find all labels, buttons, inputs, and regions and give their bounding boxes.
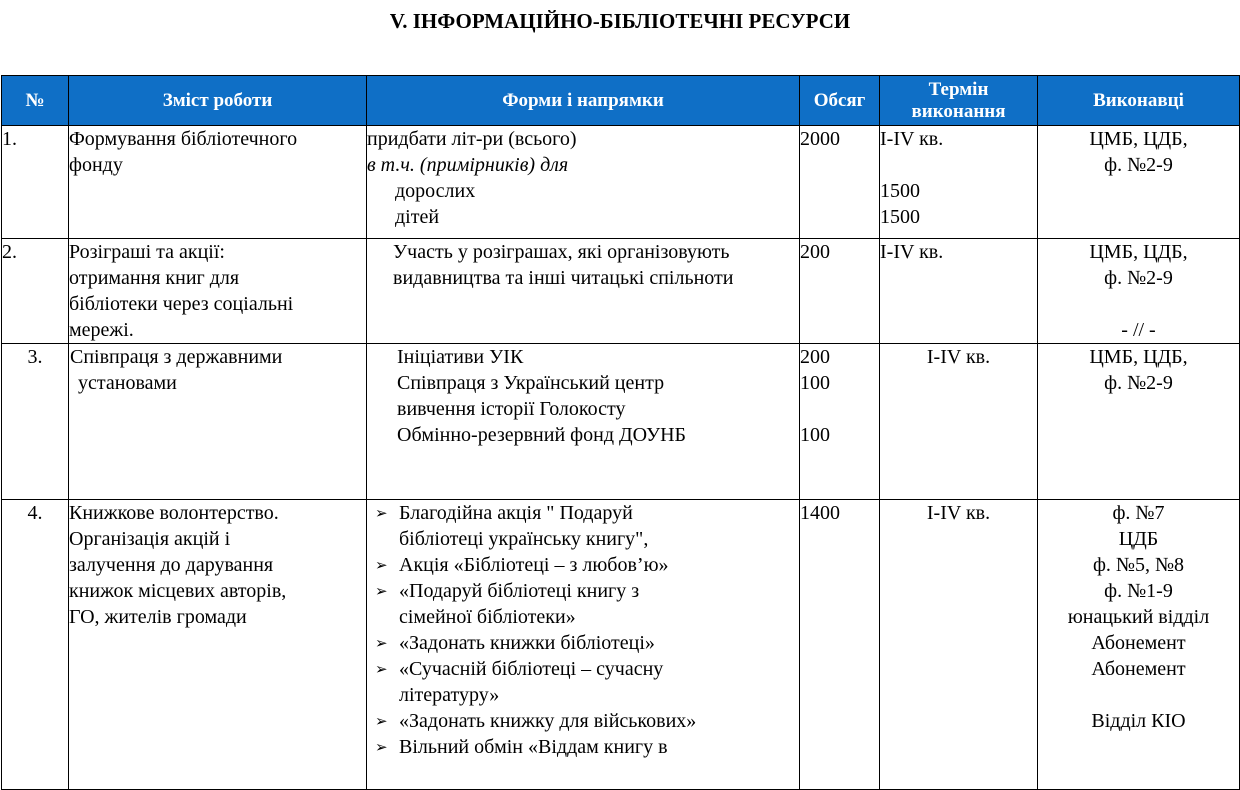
list-item-line: літературу» [399, 684, 500, 706]
list-item-line: Акція «Бібліотеці – з любов’ю» [399, 554, 669, 576]
forms-line: Участь у розіграшах, які організовують [393, 241, 730, 263]
forms-line: Обмінно-резервний фонд ДОУНБ [397, 424, 687, 446]
content-line: Організація акцій і [69, 528, 231, 550]
header-term-line2: виконання [911, 100, 1006, 122]
header-executors: Виконавці [1038, 76, 1240, 126]
row-volume [800, 239, 880, 344]
row-executors [1038, 344, 1240, 500]
executor-line: ф. №1-9 [1104, 580, 1173, 602]
row-number: 4. [2, 500, 69, 790]
forms-line: дітей [395, 206, 440, 228]
term-value: I-IV кв. [926, 502, 991, 524]
header-volume: Обсяг [800, 76, 880, 126]
resources-table [1, 75, 1240, 790]
term-value: 1500 [880, 180, 920, 202]
arrow-bullet-icon: ➢ [375, 660, 388, 678]
row-executors [1038, 500, 1240, 790]
arrow-bullet-icon: ➢ [375, 738, 388, 756]
content-line: отримання книг для [69, 267, 240, 289]
executor-line: ЦМБ, ЦДБ, [1089, 241, 1188, 263]
arrow-bullet-icon: ➢ [375, 582, 388, 600]
term-value: I-IV кв. [926, 346, 991, 368]
arrow-bullet-icon: ➢ [375, 556, 388, 574]
row-volume [800, 126, 880, 239]
list-item [375, 630, 799, 656]
content-line: залучення до дарування [69, 554, 274, 576]
content-line: Розіграші та акції: [69, 241, 225, 263]
content-line: установами [78, 372, 177, 394]
volume-value: 100 [800, 424, 830, 446]
volume-value: 100 [800, 372, 830, 394]
content-line: Книжкове волонтерство. [69, 502, 279, 524]
list-item-line: «Подаруй бібліотеці книгу з [399, 580, 640, 602]
forms-line: дорослих [395, 180, 476, 202]
row-term [880, 239, 1038, 344]
row-forms [367, 239, 800, 344]
arrow-bullet-icon: ➢ [375, 712, 388, 730]
list-item [375, 734, 799, 760]
term-value: I-IV кв. [880, 241, 944, 263]
list-item-line: сімейної бібліотеки» [399, 606, 576, 628]
forms-line: вивчення історії Голокосту [397, 398, 626, 420]
content-line: ГО, жителів громади [69, 606, 247, 628]
volume-value: 1400 [800, 502, 840, 524]
volume-value: 200 [800, 346, 830, 368]
list-item [375, 656, 799, 708]
row-forms [367, 344, 800, 500]
executor-line: ЦМБ, ЦДБ, [1089, 346, 1188, 368]
row-volume [800, 344, 880, 500]
forms-line: придбати літ-ри (всього) [367, 128, 577, 150]
executor-line: ф. №7 [1112, 502, 1165, 524]
table-row [2, 344, 1240, 500]
row-number: 1. [2, 126, 69, 239]
volume-value: 200 [800, 241, 830, 263]
list-item [375, 708, 799, 734]
header-term-line1: Термін [928, 78, 989, 100]
content-line: книжок місцевих авторів, [69, 580, 287, 602]
forms-line: Ініціативи УІК [397, 346, 524, 368]
content-line: мережі. [69, 319, 134, 341]
executor-line: Абонемент [1091, 632, 1186, 654]
row-forms [367, 500, 800, 790]
content-line: фонду [69, 154, 123, 176]
row-number: 2. [2, 239, 69, 344]
executor-line: ЦМБ, ЦДБ, [1089, 128, 1188, 150]
volume-value: 2000 [800, 128, 840, 150]
row-term [880, 344, 1038, 500]
list-item-line: Вільний обмін «Віддам книгу в [399, 736, 668, 758]
executor-line: ф. №2-9 [1104, 154, 1173, 176]
forms-line: в т.ч. (примірників) для [367, 154, 569, 176]
list-item [375, 552, 799, 578]
executor-line: ф. №2-9 [1104, 372, 1173, 394]
executor-line: ф. №2-9 [1104, 267, 1173, 289]
header-num: № [2, 76, 69, 126]
row-content [69, 126, 367, 239]
list-item-line: «Задонать книжку для військових» [399, 710, 697, 732]
content-line: бібліотеки через соціальні [69, 293, 294, 315]
list-item-line: бібліотеці українську книгу", [399, 528, 649, 550]
executor-line: ф. №5, №8 [1092, 554, 1185, 576]
arrow-bullet-icon: ➢ [375, 504, 388, 522]
content-line: Співпраця з державними [70, 346, 283, 368]
row-content [69, 344, 367, 500]
row-term [880, 126, 1038, 239]
row-executors [1038, 126, 1240, 239]
row-executors [1038, 239, 1240, 344]
header-forms: Форми і напрямки [367, 76, 800, 126]
list-item [375, 578, 799, 630]
executor-line: Відділ КІО [1091, 710, 1186, 732]
row-forms [367, 126, 800, 239]
table-row [2, 126, 1240, 239]
executor-line: Абонемент [1091, 658, 1186, 680]
forms-bullet-list [367, 500, 799, 760]
table-row [2, 500, 1240, 790]
forms-line: Співпраця з Український центр [397, 372, 665, 394]
row-content [69, 500, 367, 790]
arrow-bullet-icon: ➢ [375, 634, 388, 652]
table-row [2, 239, 1240, 344]
term-value: 1500 [880, 206, 920, 228]
list-item-line: «Задонать книжки бібліотеці» [399, 632, 655, 654]
table-header-row [2, 76, 1240, 126]
list-item-line: «Сучасній бібліотеці – сучасну [399, 658, 664, 680]
list-item [375, 500, 799, 552]
list-item-line: Благодійна акція " Подаруй [399, 502, 633, 524]
row-content [69, 239, 367, 344]
row-volume [800, 500, 880, 790]
executor-line: юнацький відділ [1067, 606, 1210, 628]
executor-line: - // - [1121, 319, 1156, 341]
header-content: Зміст роботи [69, 76, 367, 126]
row-number: 3. [2, 344, 69, 500]
executor-line: ЦДБ [1118, 528, 1159, 550]
term-value: I-IV кв. [880, 128, 944, 150]
section-title: V. ІНФОРМАЦІЙНО-БІБЛІОТЕЧНІ РЕСУРСИ [389, 9, 851, 33]
forms-line: видавництва та інші читацькі спільноти [393, 267, 734, 289]
content-line: Формування бібліотечного [69, 128, 298, 150]
header-term [880, 76, 1038, 126]
row-term [880, 500, 1038, 790]
